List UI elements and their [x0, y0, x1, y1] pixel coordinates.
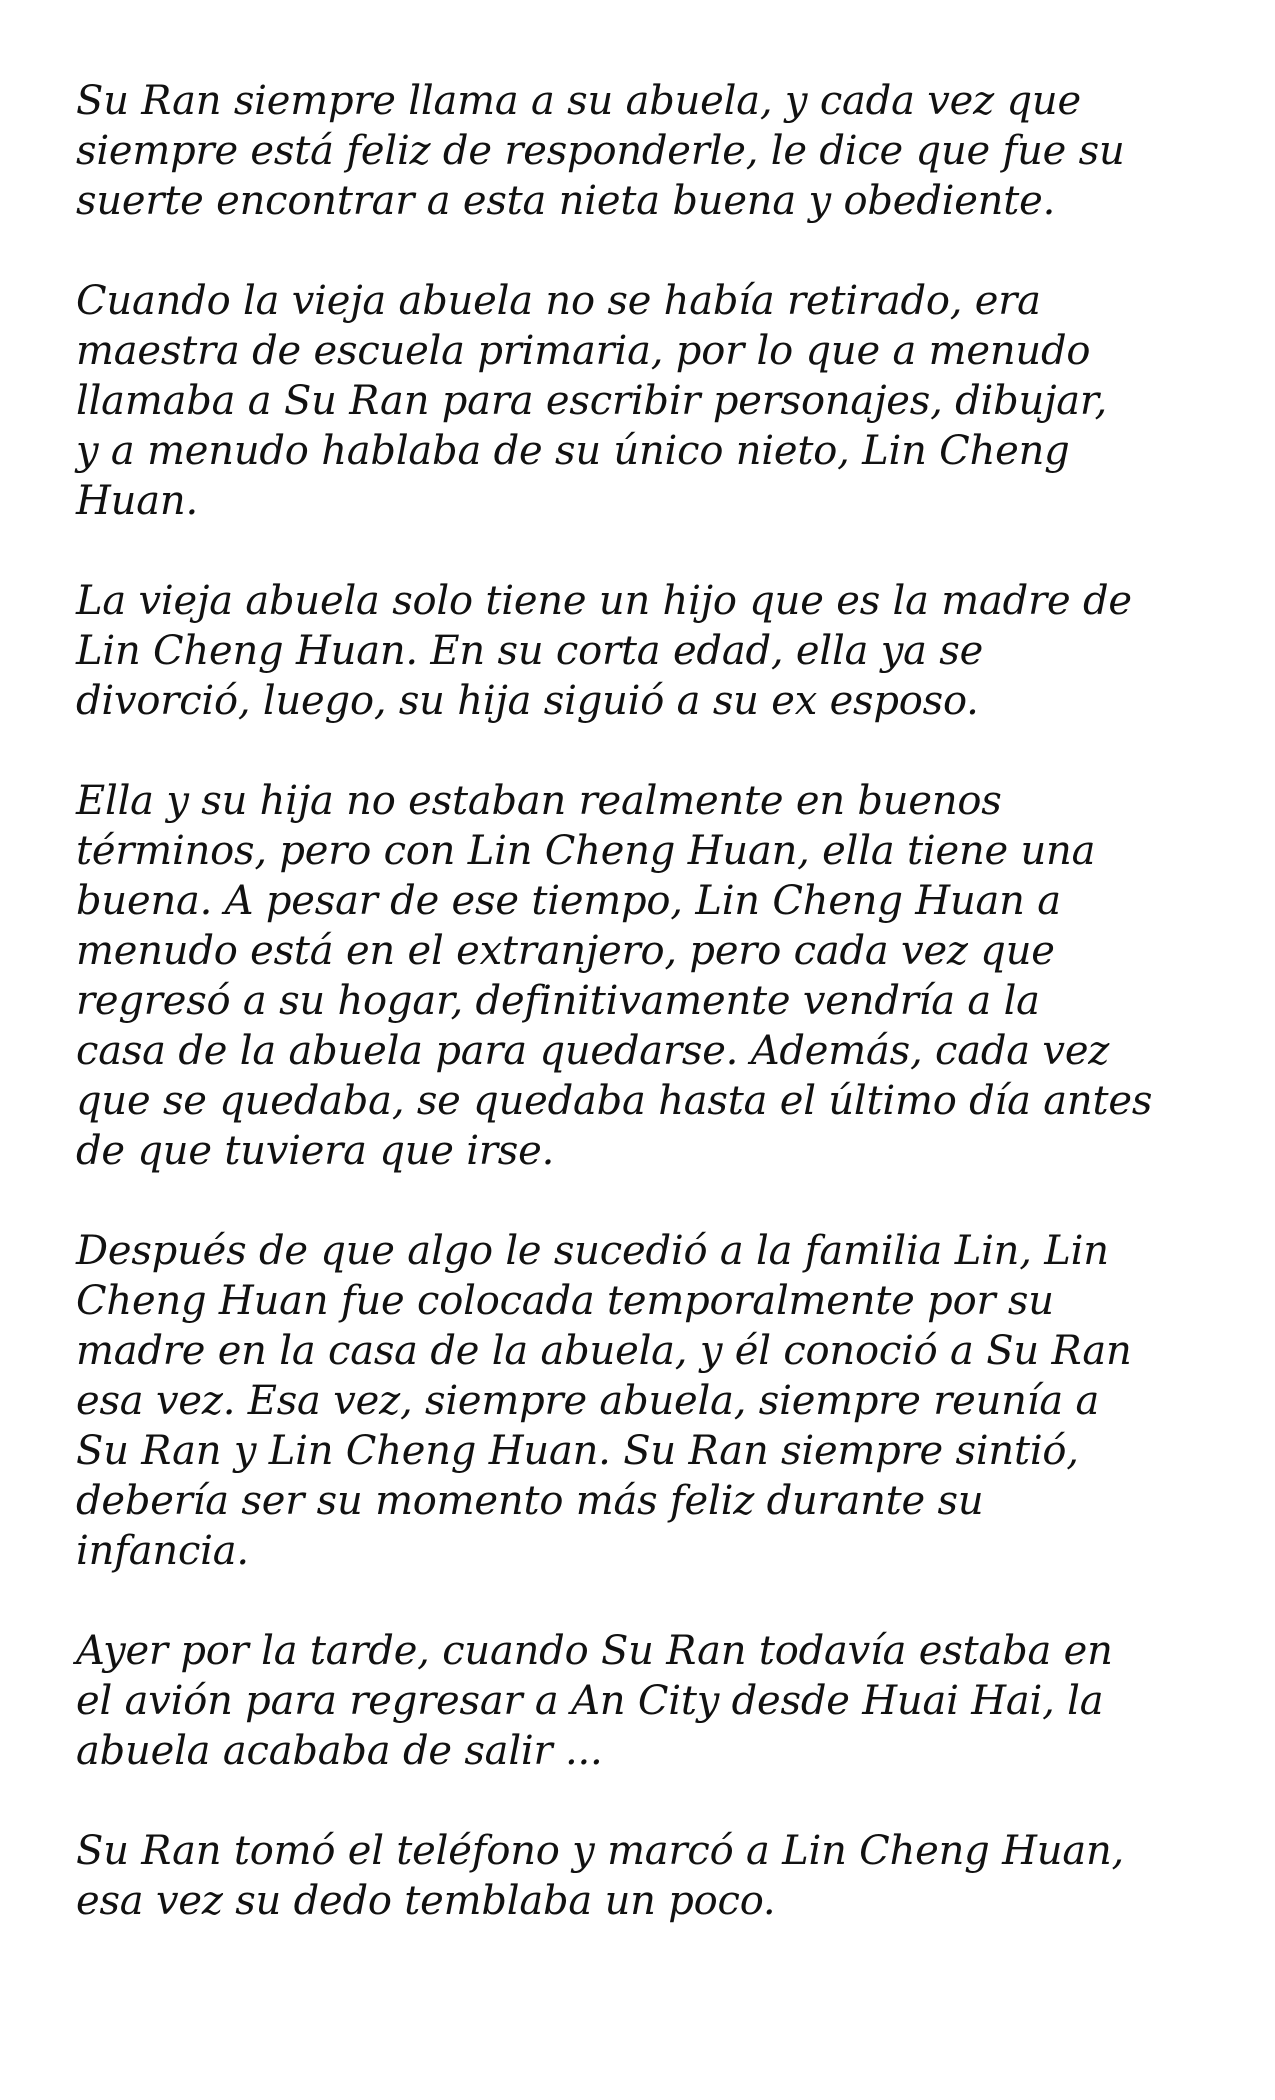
text-line: regresó a su hogar, definitivamente vendría a la [76, 978, 1040, 1024]
paragraph-6 [76, 1626, 1235, 1776]
text-line: suerte encontrar a esta nieta buena y obediente. [76, 178, 1056, 224]
text-line: infancia. [76, 1528, 249, 1574]
text-line: abuela acababa de salir ... [76, 1728, 603, 1774]
text-line: Lin Cheng Huan. En su corta edad, ella ya se [76, 628, 984, 674]
text-line: Su Ran siempre llama a su abuela, y cada vez que [76, 78, 1081, 124]
text-line: que se quedaba, se quedaba hasta el último día antes [76, 1078, 1153, 1124]
text-line: esa vez. Esa vez, siempre abuela, siempre reunía a [76, 1378, 1100, 1424]
paragraph-3 [76, 576, 1235, 726]
text-line: Cuando la vieja abuela no se había retirado, era [76, 278, 1041, 324]
text-line: siempre está feliz de responderle, le dice que fue su [76, 128, 1125, 174]
text-line: el avión para regresar a An City desde Huai Hai, la [76, 1678, 1104, 1724]
text-line: casa de la abuela para quedarse. Además, cada vez [76, 1028, 1110, 1074]
text-line: Ayer por la tarde, cuando Su Ran todavía estaba en [76, 1628, 1113, 1674]
text-line: madre en la casa de la abuela, y él conoció a Su Ran [76, 1328, 1132, 1374]
text-line: esa vez su dedo temblaba un poco. [76, 1878, 776, 1924]
text-line: menudo está en el extranjero, pero cada vez que [76, 928, 1055, 974]
paragraph-4 [76, 776, 1235, 1176]
text-line: y a menudo hablaba de su único nieto, Lin Cheng [76, 428, 1070, 474]
text-line: debería ser su momento más feliz durante su [76, 1478, 984, 1524]
text-line: Su Ran y Lin Cheng Huan. Su Ran siempre sintió, [76, 1428, 1079, 1474]
text-line: Cheng Huan fue colocada temporalmente por su [76, 1278, 1054, 1324]
text-line: buena. A pesar de ese tiempo, Lin Cheng Huan a [76, 878, 1061, 924]
paragraph-2 [76, 276, 1235, 526]
text-line: divorció, luego, su hija siguió a su ex esposo. [76, 678, 979, 724]
paragraph-7 [76, 1826, 1235, 1926]
text-line: maestra de escuela primaria, por lo que a menudo [76, 328, 1091, 374]
text-line: términos, pero con Lin Cheng Huan, ella tiene una [76, 828, 1096, 874]
paragraph-5 [76, 1226, 1235, 1576]
text-line: Después de que algo le sucedió a la familia Lin, Lin [76, 1228, 1109, 1274]
text-line: La vieja abuela solo tiene un hijo que es la madre de [76, 578, 1132, 624]
text-line: de que tuviera que irse. [76, 1128, 555, 1174]
text-line: Su Ran tomó el teléfono y marcó a Lin Cheng Huan, [76, 1828, 1125, 1874]
text-line: Ella y su hija no estaban realmente en buenos [76, 778, 1002, 824]
paragraph-1 [76, 76, 1235, 226]
text-line: Huan. [76, 478, 198, 524]
text-line: llamaba a Su Ran para escribir personajes, dibujar, [76, 378, 1107, 424]
